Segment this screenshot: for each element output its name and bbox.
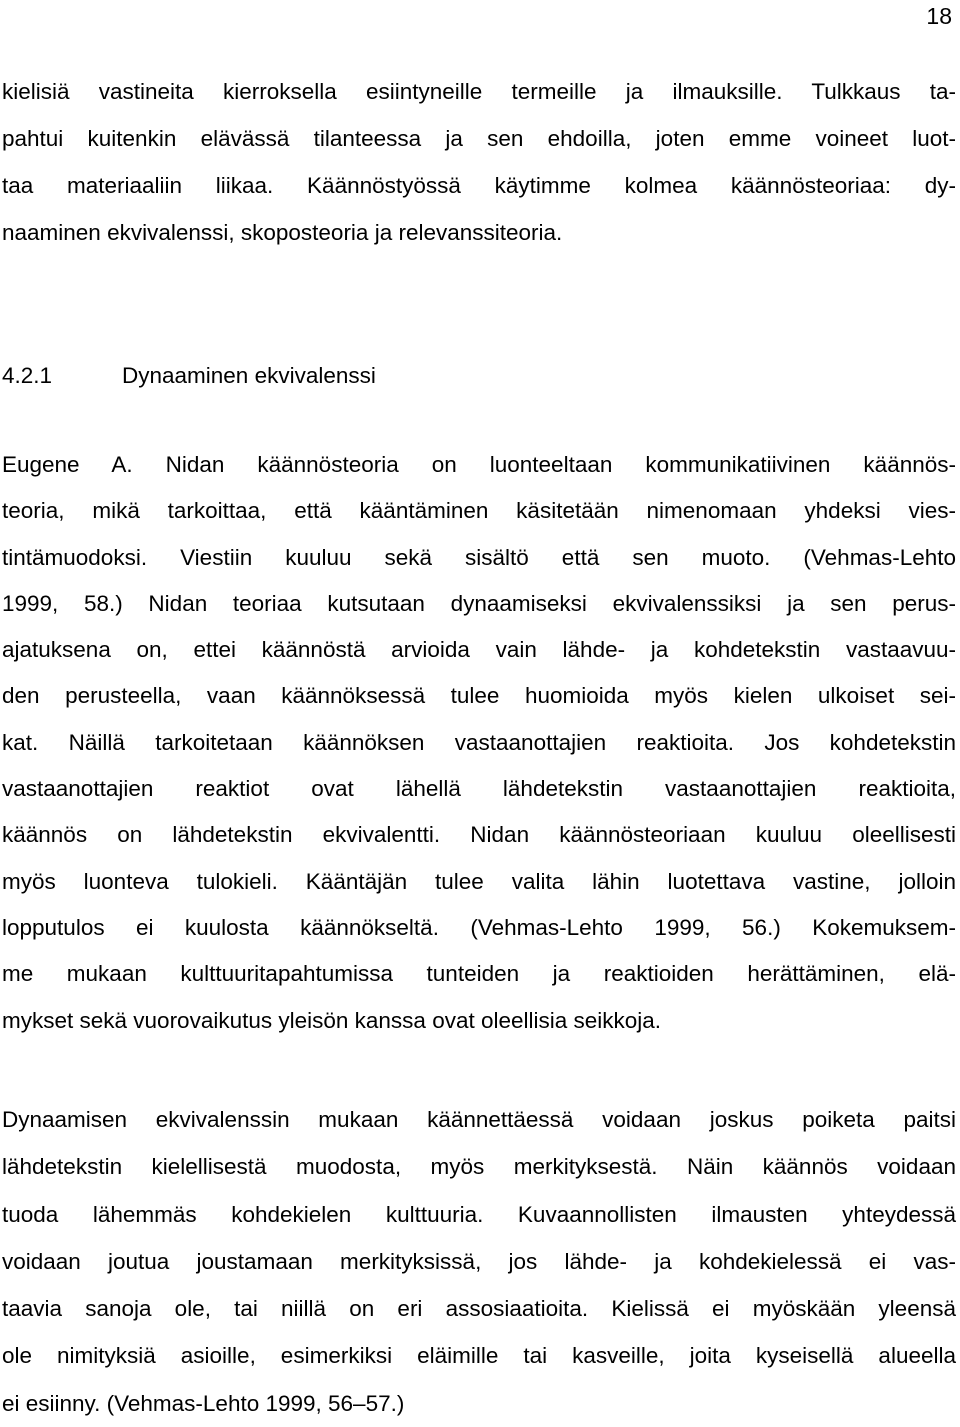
text-line: Dynaamisen ekvivalenssin mukaan käännettäessä voidaan joskus poiketa paitsi bbox=[2, 1107, 956, 1132]
paragraph-nida-theory bbox=[2, 442, 956, 1044]
page-number: 18 bbox=[926, 3, 952, 29]
text-line: kielisiä vastineita kierroksella esiintyneille termeille ja ilmauksille. Tulkkaus ta- bbox=[2, 79, 956, 104]
text-line: tuoda lähemmäs kohdekielen kulttuuria. Kuvaannollisten ilmausten yhteydessä bbox=[2, 1201, 956, 1227]
text-line: teoria, mikä tarkoittaa, että kääntäminen käsitetään nimenomaan yhdeksi vies- bbox=[2, 498, 956, 524]
text-line: kat. Näillä tarkoitetaan käännöksen vastaanottajien reaktioita. Jos kohdetekstin bbox=[2, 729, 956, 755]
text-line: myös luonteva tulokieli. Kääntäjän tulee valita lähin luotettava vastine, jolloin bbox=[2, 868, 956, 894]
text-line: 1999, 58.) Nidan teoriaa kutsutaan dynaamiseksi ekvivalenssiksi ja sen perus- bbox=[2, 590, 956, 616]
text-line: den perusteella, vaan käännöksessä tulee huomioida myös kielen ulkoiset sei- bbox=[2, 683, 956, 709]
text-line: taavia sanoja ole, tai niillä on eri assosiaatioita. Kielissä ei myöskään yleensä bbox=[2, 1296, 956, 1322]
text-line: käännös on lähdetekstin ekvivalentti. Nidan käännösteoriaan kuuluu oleellisesti bbox=[2, 822, 956, 848]
text-line: ajatuksena on, ettei käännöstä arvioida vain lähde- ja kohdetekstin vastaavuu- bbox=[2, 637, 956, 663]
text-line: lopputulos ei kuulosta käännökseltä. (Vehmas-Lehto 1999, 56.) Kokemuksem- bbox=[2, 914, 956, 940]
text-line: mykset sekä vuorovaikutus yleisön kanssa ovat oleellisia seikkoja. bbox=[2, 1007, 662, 1033]
section-title: Dynaaminen ekvivalenssi bbox=[122, 363, 376, 388]
text-line: me mukaan kulttuuritapahtumissa tunteiden ja reaktioiden herättäminen, elä- bbox=[2, 961, 956, 987]
section-number: 4.2.1 bbox=[2, 363, 53, 388]
text-line: ole nimityksiä asioille, esimerkiksi eläimille tai kasveille, joita kyseisellä alueella bbox=[2, 1343, 956, 1369]
section-heading bbox=[2, 352, 376, 399]
text-line: vastaanottajien reaktiot ovat lähellä lähdetekstin vastaanottajien reaktioita, bbox=[2, 776, 956, 802]
text-line: lähdetekstin kielellisestä muodosta, myös merkityksestä. Näin käännös voidaan bbox=[2, 1154, 956, 1180]
text-line: Eugene A. Nidan käännösteoria on luonteeltaan kommunikatiivinen käännös- bbox=[2, 452, 956, 477]
text-line: pahtui kuitenkin elävässä tilanteessa ja sen ehdoilla, joten emme voineet luot- bbox=[2, 126, 956, 151]
text-line: naaminen ekvivalenssi, skoposteoria ja relevanssiteoria. bbox=[2, 220, 563, 245]
paragraph-intro bbox=[2, 68, 956, 256]
paragraph-dynamic-equivalence bbox=[2, 1096, 956, 1427]
text-line: voidaan joutua joustamaan merkityksissä, jos lähde- ja kohdekielessä ei vas- bbox=[2, 1248, 956, 1274]
text-line: ei esiinny. (Vehmas-Lehto 1999, 56–57.) bbox=[2, 1390, 405, 1416]
text-line: tintämuodoksi. Viestiin kuuluu sekä sisältö että sen muoto. (Vehmas-Lehto bbox=[2, 544, 956, 570]
text-line: taa materiaaliin liikaa. Käännöstyössä käytimme kolmea käännösteoriaa: dy- bbox=[2, 173, 956, 198]
